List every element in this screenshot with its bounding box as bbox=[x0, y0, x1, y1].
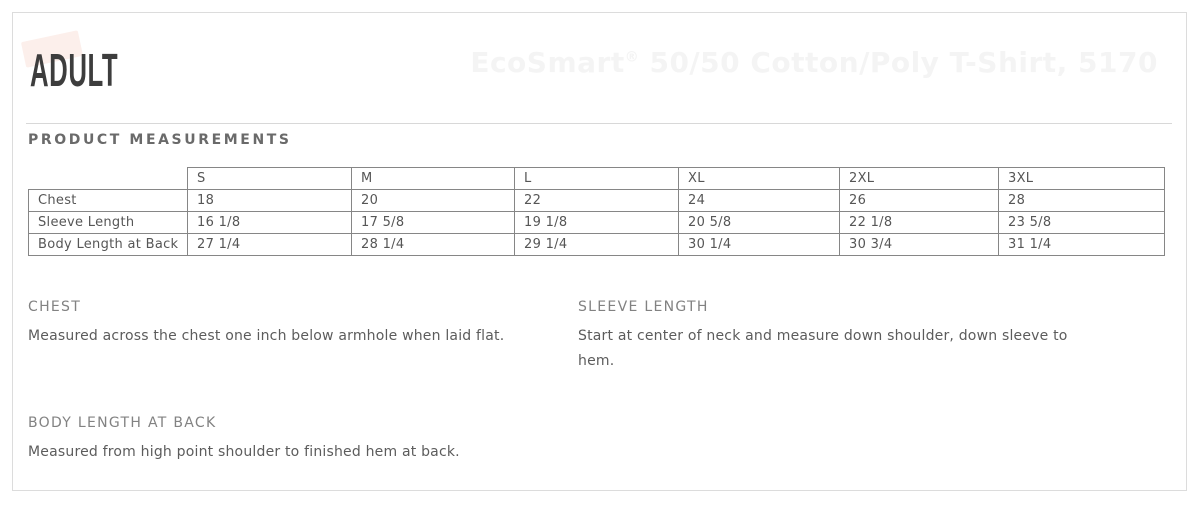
registered-trademark-symbol: ® bbox=[624, 49, 640, 66]
product-title bbox=[470, 46, 1158, 79]
empty-corner-cell bbox=[29, 168, 188, 190]
row-label: Body Length at Back bbox=[29, 234, 188, 256]
definition-sleeve-length bbox=[578, 299, 1118, 374]
definition-sleeve-length-heading: SLEEVE LENGTH bbox=[578, 299, 709, 315]
section-divider bbox=[26, 123, 1172, 124]
cell-value: 26 bbox=[840, 190, 999, 212]
definition-body-length-at-back bbox=[28, 415, 578, 465]
cell-value: 29 1/4 bbox=[515, 234, 679, 256]
table-row-chest bbox=[29, 190, 1165, 212]
cell-value: 22 1/8 bbox=[840, 212, 999, 234]
table-row-body-length-at-back bbox=[29, 234, 1165, 256]
cell-value: 24 bbox=[679, 190, 840, 212]
cell-value: 22 bbox=[515, 190, 679, 212]
cell-value: 20 5/8 bbox=[679, 212, 840, 234]
page-frame bbox=[12, 12, 1187, 491]
definition-chest-text: Measured across the chest one inch below armhole when laid flat. bbox=[28, 328, 505, 344]
row-label: Sleeve Length bbox=[29, 212, 188, 234]
table-row-sleeve-length bbox=[29, 212, 1165, 234]
measurements-table bbox=[28, 167, 1165, 256]
definition-body-length-heading: BODY LENGTH AT BACK bbox=[28, 415, 217, 431]
cell-value: 28 bbox=[999, 190, 1165, 212]
row-label: Chest bbox=[29, 190, 188, 212]
definition-body-length-text: Measured from high point shoulder to finished hem at back. bbox=[28, 444, 460, 460]
size-header-2xl: 2XL bbox=[840, 168, 999, 190]
cell-value: 20 bbox=[352, 190, 515, 212]
size-header-3xl: 3XL bbox=[999, 168, 1165, 190]
product-measurements-heading: PRODUCT MEASUREMENTS bbox=[28, 132, 292, 148]
cell-value: 27 1/4 bbox=[188, 234, 352, 256]
size-header-l: L bbox=[515, 168, 679, 190]
size-header-xl: XL bbox=[679, 168, 840, 190]
table-header-row bbox=[29, 168, 1165, 190]
cell-value: 18 bbox=[188, 190, 352, 212]
cell-value: 17 5/8 bbox=[352, 212, 515, 234]
cell-value: 30 1/4 bbox=[679, 234, 840, 256]
cell-value: 19 1/8 bbox=[515, 212, 679, 234]
definition-sleeve-length-text: Start at center of neck and measure down shoulder, down sleeve to hem. bbox=[578, 328, 1068, 369]
size-header-s: S bbox=[188, 168, 352, 190]
product-name-rest: 50/50 Cotton/Poly T-Shirt, 5170 bbox=[639, 46, 1158, 79]
header bbox=[13, 13, 1186, 123]
cell-value: 23 5/8 bbox=[999, 212, 1165, 234]
cell-value: 31 1/4 bbox=[999, 234, 1165, 256]
size-header-m: M bbox=[352, 168, 515, 190]
page-title: ADULT bbox=[30, 44, 119, 96]
definition-chest bbox=[28, 299, 578, 374]
cell-value: 28 1/4 bbox=[352, 234, 515, 256]
measurement-definitions bbox=[28, 299, 1186, 465]
cell-value: 16 1/8 bbox=[188, 212, 352, 234]
product-name: EcoSmart bbox=[470, 46, 625, 79]
definition-chest-heading: CHEST bbox=[28, 299, 82, 315]
cell-value: 30 3/4 bbox=[840, 234, 999, 256]
